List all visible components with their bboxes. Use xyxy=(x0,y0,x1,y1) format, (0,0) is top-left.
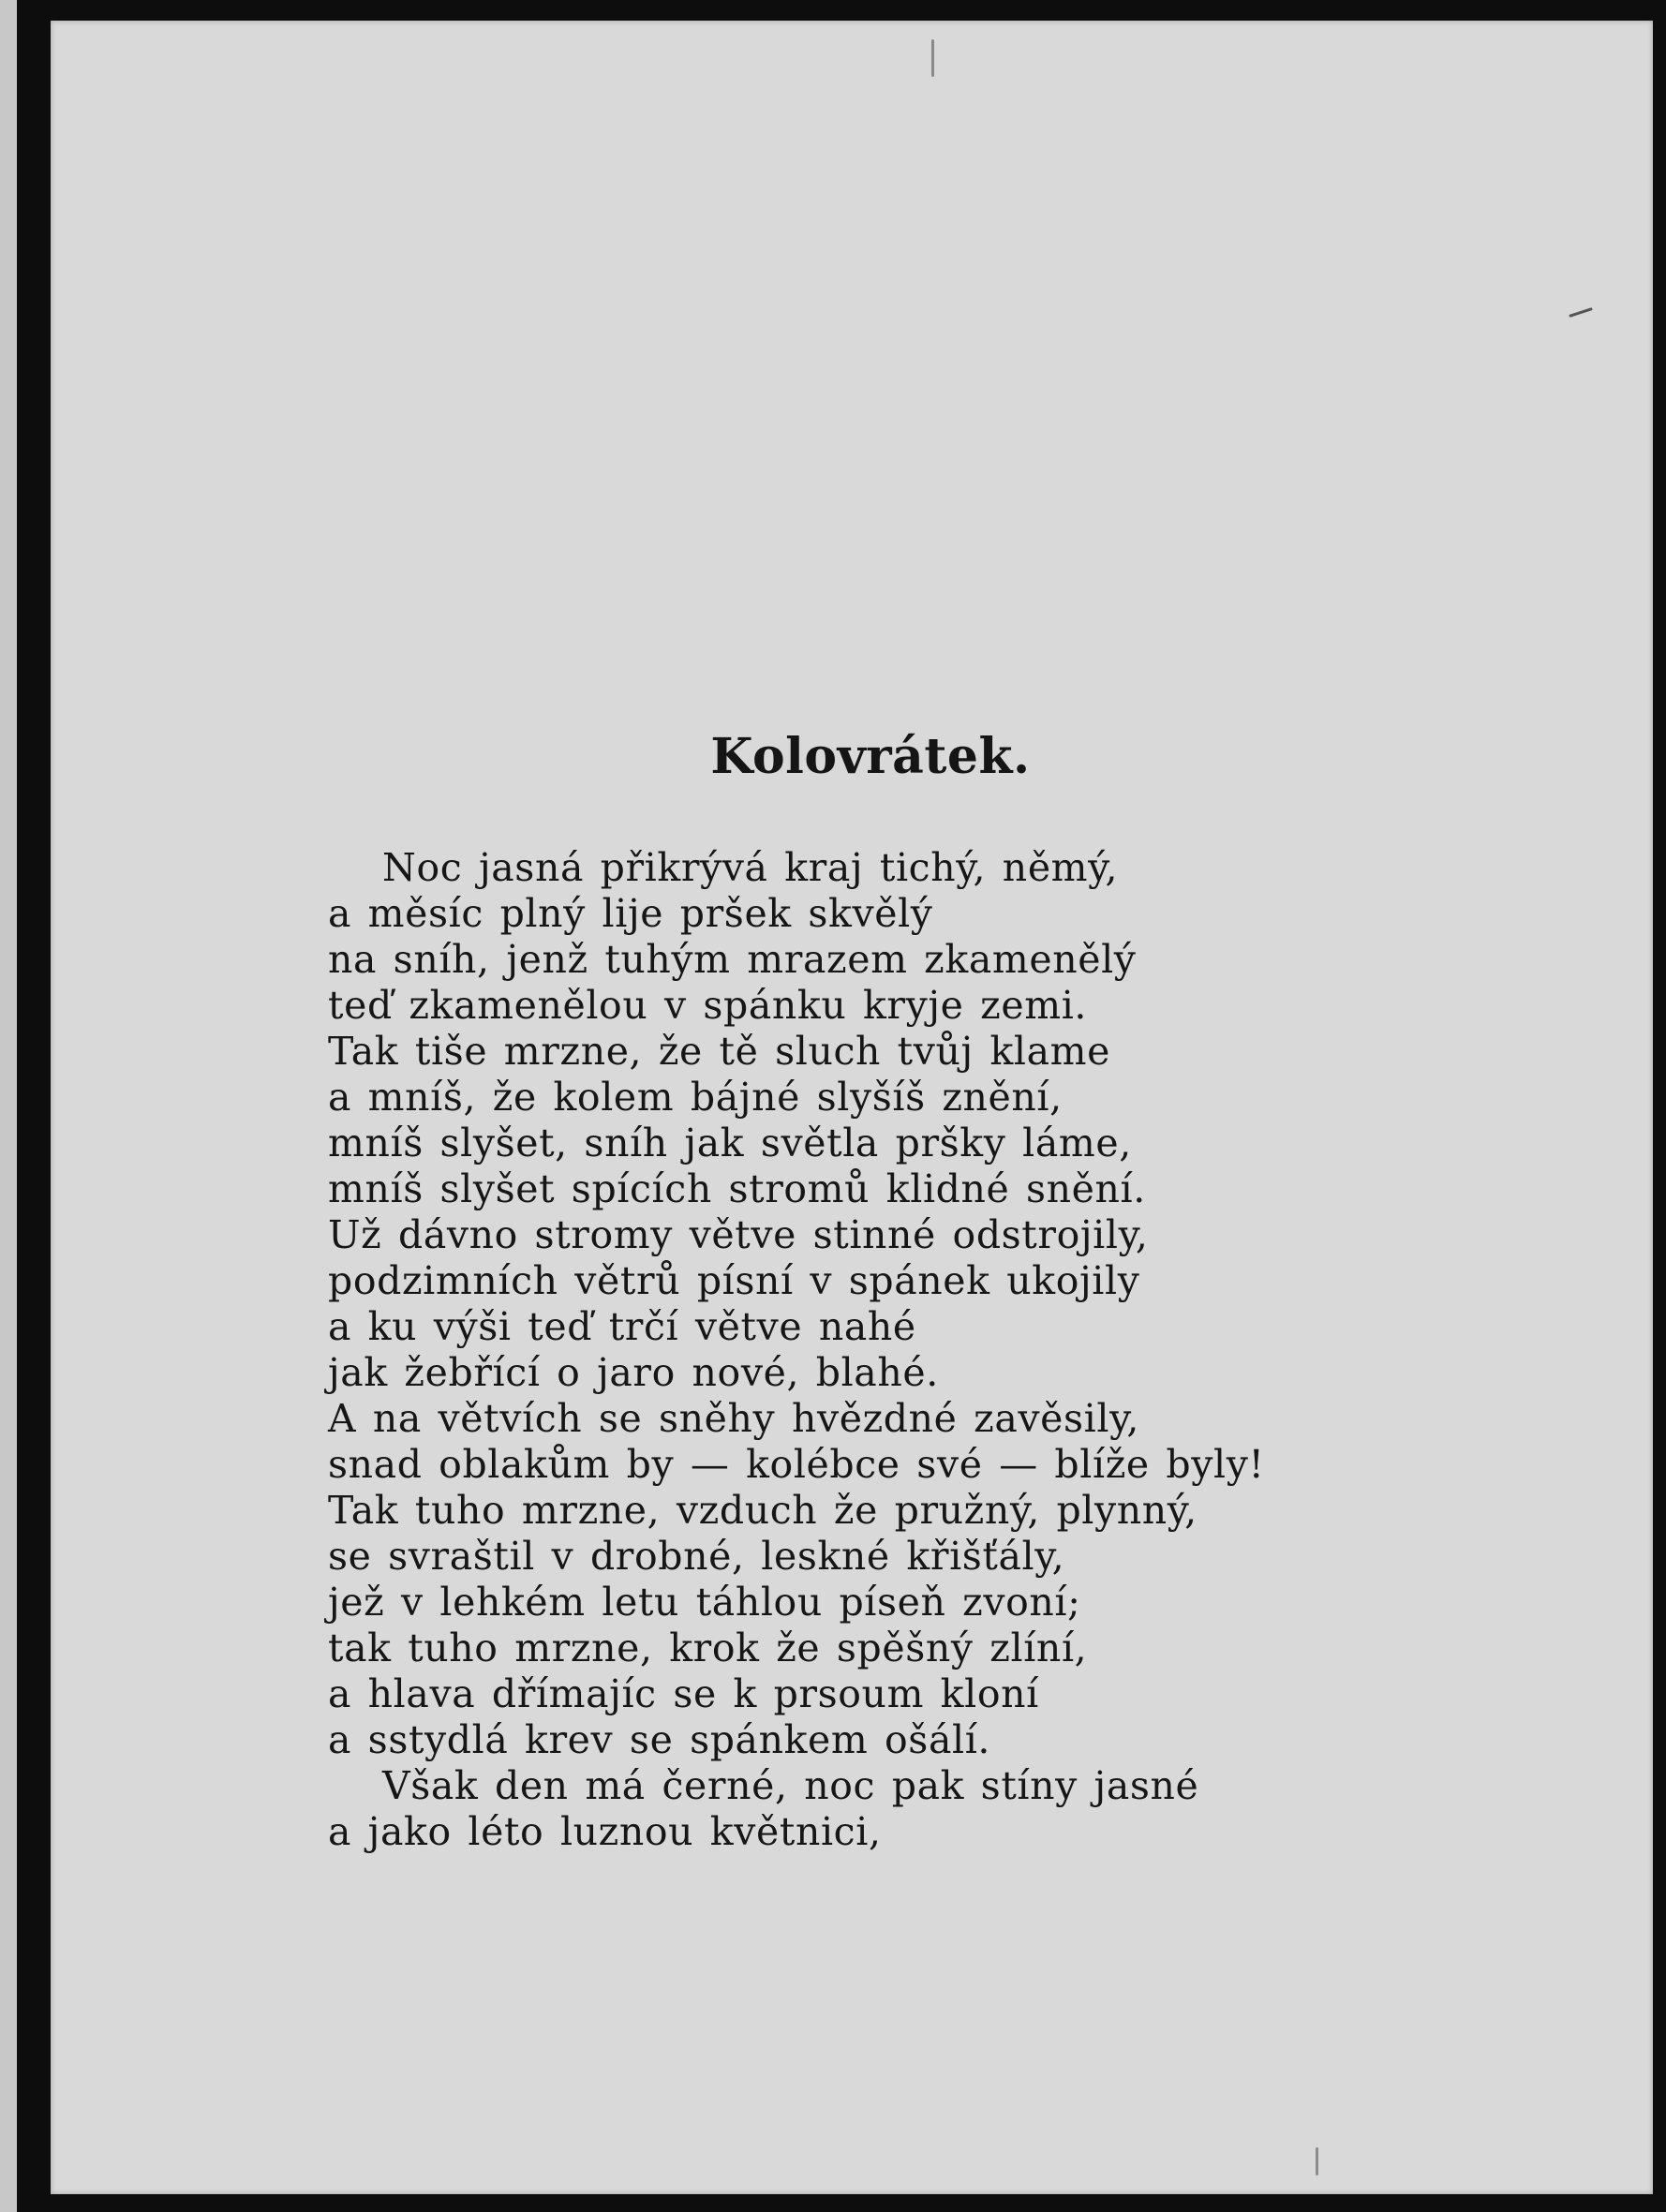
adjacent-page-edge xyxy=(0,0,17,2212)
poem-line: A na větvích se sněhy hvězdné zavěsily, xyxy=(328,1396,1140,1441)
poem-line: a sstydlá krev se spánkem ošálí. xyxy=(328,1717,991,1762)
poem-line: Však den má černé, noc pak stíny jasné xyxy=(382,1763,1199,1808)
book-page xyxy=(51,21,1653,2194)
poem-line: a ku výši teď trčí větve nahé xyxy=(328,1304,916,1349)
poem-line: a měsíc plný lije pršek skvělý xyxy=(328,891,933,936)
scan-speck xyxy=(1569,307,1593,318)
poem-line: Už dávno stromy větve stinné odstrojily, xyxy=(328,1212,1149,1257)
poem-line: Tak tuho mrzne, vzduch že pružný, plynný, xyxy=(328,1488,1197,1533)
poem-line: a mníš, že kolem bájné slyšíš znění, xyxy=(328,1075,1063,1120)
poem-line: na sníh, jenž tuhým mrazem zkamenělý xyxy=(328,937,1137,982)
poem-line: a hlava dřímajíc se k prsoum kloní xyxy=(328,1671,1039,1716)
poem-line: Noc jasná přikrývá kraj tichý, němý, xyxy=(382,845,1119,890)
scan-speck xyxy=(931,39,934,77)
poem-line: Tak tiše mrzne, že tě sluch tvůj klame xyxy=(328,1029,1110,1074)
poem-line: tak tuho mrzne, krok že spěšný zlíní, xyxy=(328,1626,1088,1670)
poem-text xyxy=(328,845,1265,1855)
poem-line: a jako léto luznou květnici, xyxy=(328,1809,882,1854)
poem-line: teď zkamenělou v spánku kryje zemi. xyxy=(328,983,1088,1028)
poem-line: se svraštil v drobné, leskné křišťály, xyxy=(328,1534,1065,1579)
poem-line: mníš slyšet spících stromů klidné snění. xyxy=(328,1166,1146,1211)
scan-background xyxy=(17,0,51,2212)
poem-line: mníš slyšet, sníh jak světla pršky láme, xyxy=(328,1121,1132,1165)
poem-line: jež v lehkém letu táhlou píseň zvoní; xyxy=(328,1580,1081,1625)
poem-line: podzimních větrů písní v spánek ukojily xyxy=(328,1258,1140,1303)
poem-title: Kolovrátek. xyxy=(710,728,1031,785)
scan-speck xyxy=(1316,2147,1318,2175)
poem-line: snad oblakům by — kolébce své — blíže byly! xyxy=(328,1442,1265,1487)
poem-line: jak žebřící o jaro nové, blahé. xyxy=(328,1350,939,1395)
